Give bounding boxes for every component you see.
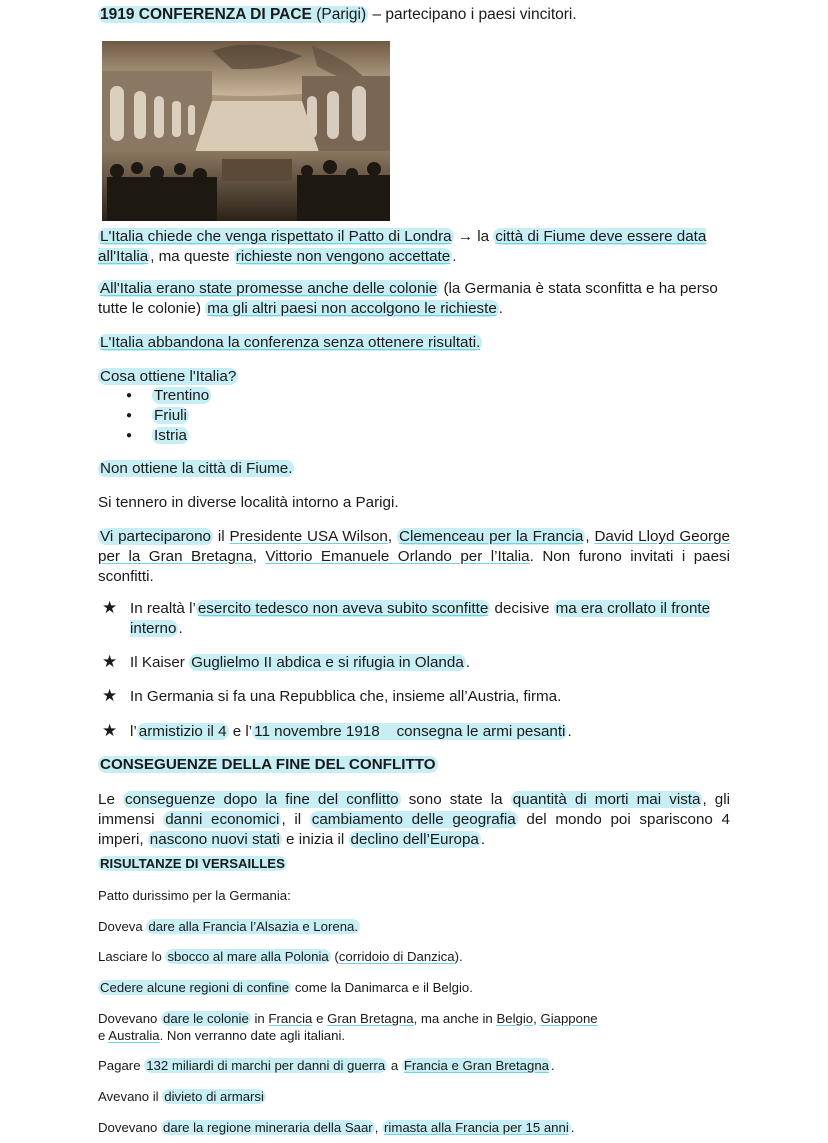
versailles-line-1: Patto durissimo per la Germania: xyxy=(98,888,291,903)
heading-conseguenze: CONSEGUENZE DELLA FINE DEL CONFLITTO xyxy=(100,756,436,773)
paragraph-patto-londra: L'Italia chiede che venga rispettato il Patto di Londra → la città di Fiume deve essere data all'Italia , ma queste richieste non vengono accettate . xyxy=(98,228,707,265)
hall-of-mirrors-image xyxy=(102,41,390,221)
conference-title xyxy=(98,6,577,24)
gains-list xyxy=(126,386,211,446)
list-item: ● Istria xyxy=(126,426,211,446)
star-icon: ★ xyxy=(102,652,118,671)
title-place: (Parigi) xyxy=(316,6,367,23)
versailles-line-3: Lasciare lo sbocco al mare alla Polonia (corridoio di Danzica). xyxy=(98,949,463,964)
star-icon: ★ xyxy=(102,686,118,705)
versailles-line-6: Pagare 132 miliardi di marchi per danni di guerra a Francia e Gran Bretagna . xyxy=(98,1058,555,1073)
star-icon: ★ xyxy=(102,721,118,740)
paragraph-colonie: All'Italia erano state promesse anche delle colonie (la Germania è stata sconfitta e ha perso tutte le colonie) ma gli altri paesi non accolgono le richieste . xyxy=(98,280,718,317)
paragraph-fiume: Non ottiene la città di Fiume. xyxy=(100,460,293,477)
star-item-esercito: In realtà l’ esercito tedesco non aveva subito sconfitte decisive ma era crollato il fronte interno . xyxy=(130,600,711,637)
conference-photo xyxy=(102,41,390,221)
title-rest: – partecipano i paesi vincitori. xyxy=(368,6,577,23)
versailles-line-7: Avevano il divieto di armarsi xyxy=(98,1089,264,1104)
paragraph-partecipanti: Vi parteciparono il Presidente USA Wilson, Clemenceau per la Francia , David Lloyd George per la Gran Bretagna, Vittorio Emanuele Orlando per l’Italia. Non furono invitati i paesi sconfitti. xyxy=(98,528,731,585)
versailles-line-2: Doveva dare alla Francia l’Alsazia e Lorena. xyxy=(98,919,359,934)
paragraph-conseguenze: Le conseguenze dopo la fine del conflitto sono state la quantità di morti mai vista , gli immensi danni economici , il cambiamento delle geografia del mondo poi spariscono 4 imperi, nascono nuovi stati e inizia il declino dell’Europa . xyxy=(98,791,730,848)
paragraph-abbandona: L'Italia abbandona la conferenza senza ottenere risultati. xyxy=(100,334,481,351)
list-item: ● Trentino xyxy=(126,386,211,406)
paragraph-localita: Si tennero in diverse località intorno a Parigi. xyxy=(98,494,399,511)
star-icon: ★ xyxy=(102,598,118,617)
versailles-line-4: Cedere alcune regioni di confine come la Danimarca e il Belgio. xyxy=(100,980,473,995)
versailles-line-8: Dovevano dare la regione mineraria della Saar , rimasta alla Francia per 15 anni . xyxy=(98,1120,575,1135)
title-bold: 1919 CONFERENZA DI PACE xyxy=(100,6,312,23)
versailles-line-5: Dovevano dare le colonie in Francia e Gran Bretagna, ma anche in Belgio, Giappone e Australia. Non verranno date agli italiani. xyxy=(98,1011,598,1043)
star-item-kaiser: Il Kaiser Guglielmo II abdica e si rifugia in Olanda . xyxy=(130,654,471,671)
heading-versailles: RISULTANZE DI VERSAILLES xyxy=(100,856,285,871)
question-cosa-ottiene: Cosa ottiene l'Italia? xyxy=(100,368,237,385)
star-item-repubblica: In Germania si fa una Repubblica che, insieme all’Austria, firma. xyxy=(130,688,562,705)
star-item-armistizio: l’ armistizio il 4 e l’ 11 novembre 1918 consegna le armi pesanti . xyxy=(130,723,572,740)
list-item: ● Friuli xyxy=(126,406,211,426)
